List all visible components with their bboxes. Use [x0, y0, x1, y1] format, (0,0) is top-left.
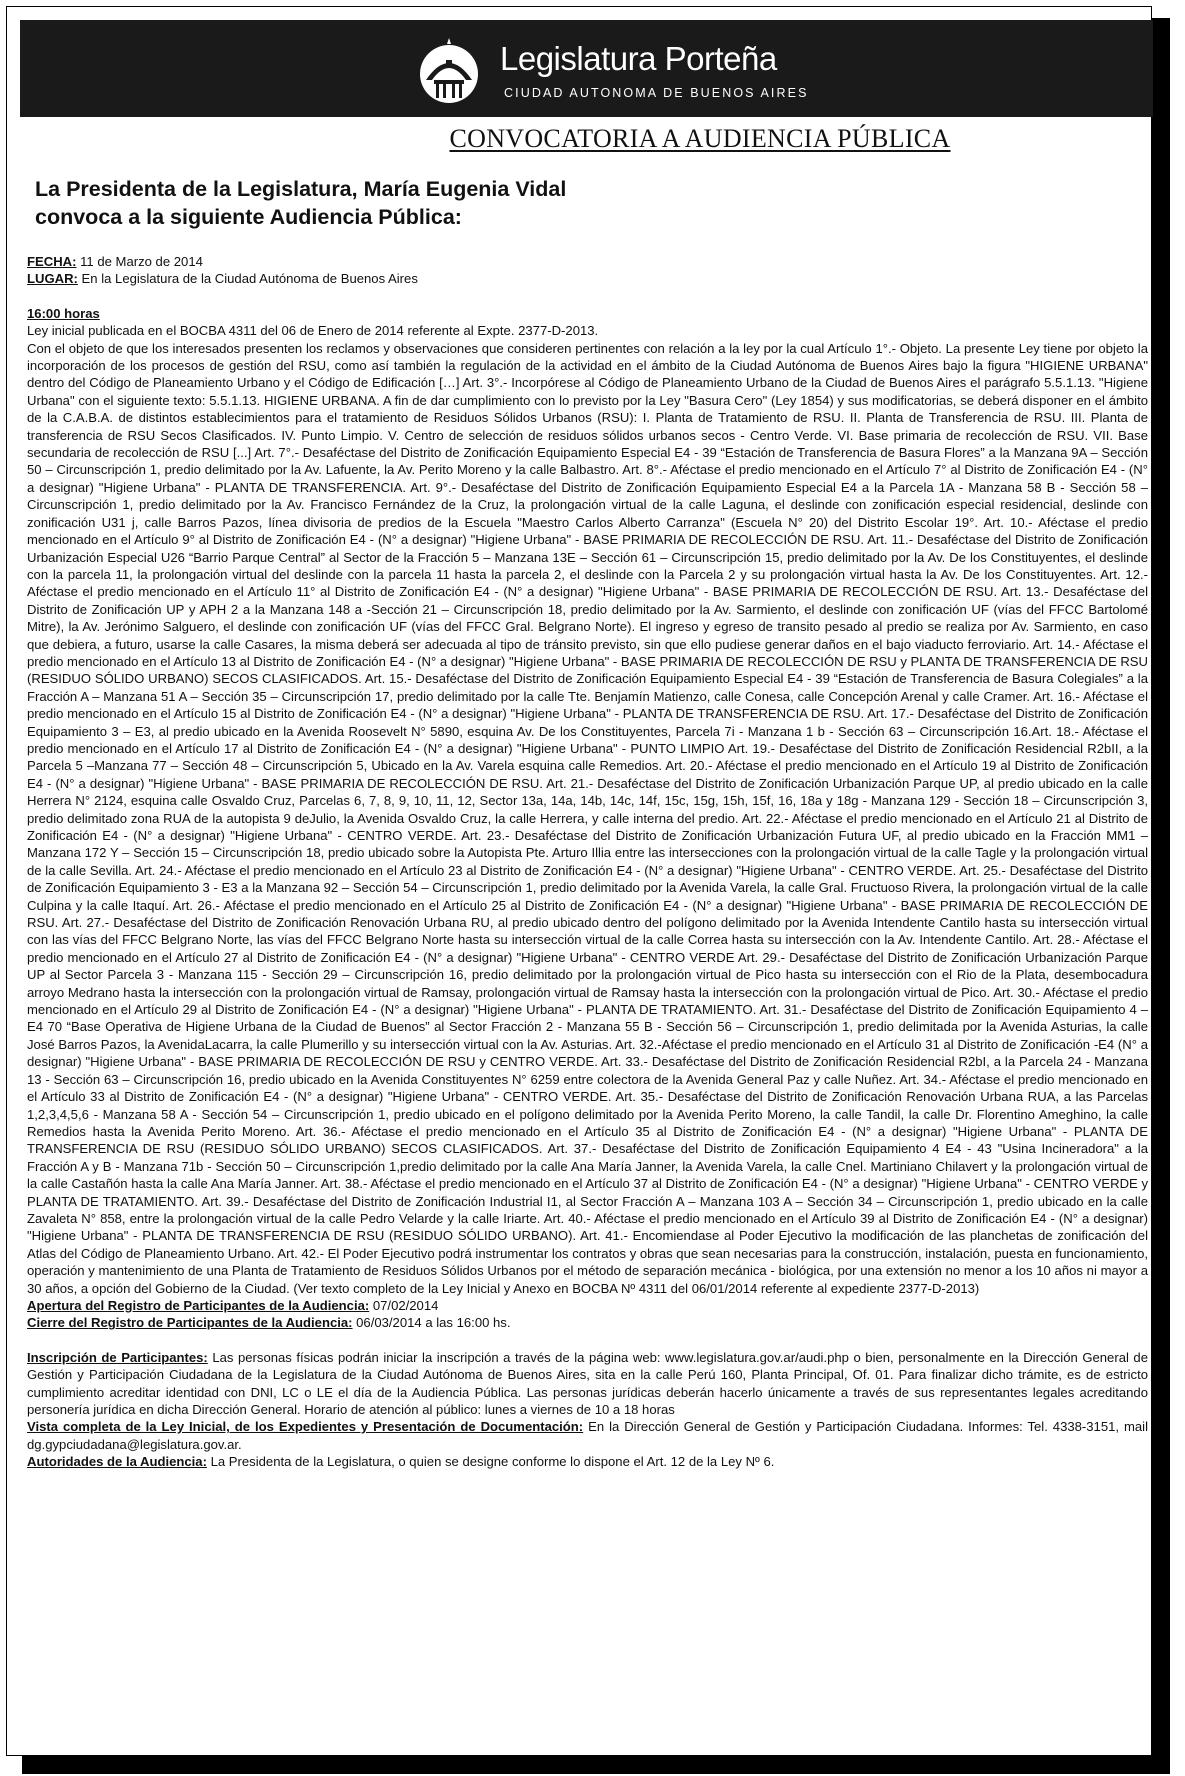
lugar-value: En la Legislatura de la Ciudad Autónoma de Buenos Aires [77, 271, 418, 287]
notice-frame [6, 6, 1152, 1756]
vista-paragraph [27, 1418, 1148, 1453]
vista-text: En la Dirección General de Gestión y Participación Ciudadana. Informes: Tel. 4338-3151, mail dg.gypciudadana@legislatura.gov.ar. [27, 1419, 1149, 1452]
convocation-line-1: La Presidenta de la Legislatura, María Eugenia Vidal [35, 177, 567, 201]
page-title [7, 124, 1153, 154]
autoridades-text: La Presidenta de la Legislatura, o quien se designe conforme lo dispone el Art. 12 de la Ley Nº 6. [206, 1454, 775, 1470]
org-subtitle: CIUDAD AUTONOMA DE BUENOS AIRES [504, 86, 809, 100]
apertura-row [27, 1297, 1148, 1314]
hora-label: 16:00 horas [27, 305, 100, 321]
title-text: CONVOCATORIA A AUDIENCIA PÚBLICA [449, 124, 951, 153]
legislature-dome-logo-icon [418, 36, 480, 106]
page-shadow-bottom [22, 1754, 1168, 1774]
header-banner [20, 20, 1153, 117]
org-name: Legislatura Porteña [500, 40, 777, 77]
inscripcion-paragraph [27, 1349, 1148, 1419]
hora-row [27, 305, 1148, 322]
lugar-row [27, 270, 1148, 287]
autoridades-paragraph [27, 1453, 1148, 1470]
ley-inicial: Ley inicial publicada en el BOCBA 4311 del 06 de Enero de 2014 referente al Expte. 2377-D-2013. [27, 323, 599, 339]
apertura-label: Apertura del Registro de Participantes de la Audiencia: [27, 1297, 370, 1313]
cierre-row [27, 1314, 1148, 1331]
cierre-label: Cierre del Registro de Participantes de la Audiencia: [27, 1315, 353, 1331]
autoridades-label: Autoridades de la Audiencia: [27, 1454, 207, 1470]
law-body-text: Con el objeto de que los interesados presenten los reclamos y observaciones que consideren pertinentes con relación a la ley por la cual Artículo 1°.- Objeto. La presente Ley tiene por objeto la incorporación de los procesos de gestión del RSU, como así también la regulación de la actividad en el ámbito de la Ciudad Autónoma de Buenos Aires bajo la figura "HIGIENE URBANA" dentro del Código de Planeamiento Urbano y el Código de Edificación […] Art. 3°.- Incorpórese al Código de Planeamiento Urbano de la Ciudad de Buenos Aires el parágrafo 5.5.1.13. "Higiene Urbana" con el siguiente texto: 5.5.1.13. HIGIENE URBANA. A fin de dar cumplimiento con lo previsto por la Ley "Basura Cero" (Ley 1854) y sus modificatorias, se deberá disponer en el ámbito de la C.A.B.A. de distintos establecimientos para el tratamiento de Residuos Sólidos Urbanos (RSU): I. Planta de Tratamiento de RSU. II. Planta de Transferencia de RSU. III. Planta de transferencia de RSU Secos Clasificados. IV. Punto Limpio. V. Centro de selección de residuos sólidos urbanos secos - Centro Verde. VI. Base primaria de recolección de RSU. VII. Base secundaria de recolección de RSU [...] Art. 7°.- Desaféctase del Distrito de Zonificación Equipamiento Especial E4 - 39 “Estación de Transferencia de Basura Flores” a la Manzana 9A – Sección 50 – Circunscripción 1, predio delimitado por la Av. Lafuente, la Av. Perito Moreno y la calle Balbastro. Art. 8°.- Aféctase el predio mencionado en el Artículo 7° al Distrito de Zonificación E4 - (N° a designar) "Higiene Urbana" - PLANTA DE TRANSFERENCIA. Art. 9°.- Desaféctase del Distrito de Zonificación Equipamiento Especial E4 a la Parcela 1A - Manzana 58 B - Sección 58 – Circunscripción 1, predio delimitado por la Av. Francisco Fernández de la Cruz, la prolongación virtual de la calle Laguna, el deslinde con zonificación especial residencial, deslinde con zonificación U31 j, calle Barros Pazos, línea divisoria de predios de la Escuela "Maestro Carlos Alberto Carranza" (Escuela N° 20) del Distrito Escolar 19°. Art. 10.- Aféctase el predio mencionado en el Artículo 9° al Distrito de Zonificación E4 - (N° a designar) "Higiene Urbana" - BASE PRIMARIA DE RECOLECCIÓN DE RSU. Art. 11.- Desaféctase del Distrito de Zonificación Urbanización Especial U26 “Barrio Parque Central” al Sector de la Fracción 5 – Manzana 13E – Sección 61 – Circunscripción 15, predio delimitado por la Av. De los Constituyentes, el deslinde con la parcela 11, la prolongación virtual del deslinde con la parcela 11 hasta la parcela 2, el deslinde con la Parcela 2 y su prolongación virtual hasta la Av. De los Constituyentes. Art. 12.- Aféctase el predio mencionado en el Artículo 11° al Distrito de Zonificación E4 - (N° a designar) "Higiene Urbana" - BASE PRIMARIA DE RECOLECCIÓN DE RSU. Art. 13.- Desaféctase del Distrito de Zonificación UP y APH 2 a la Manzana 148 a -Sección 21 – Circunscripción 18, predio delimitado por la Av. Sarmiento, el deslinde con zonificación UF (vías del FFCC Bartolomé Mitre), la Av. Jerónimo Salguero, el deslinde con zonificación UF (vías del FFCC Gral. Belgrano Norte). El ingreso y egreso de transito pesado al predio se realiza por Av. Sarmiento, en caso que debiera, a futuro, usarse la calle Casares, la misma deberá ser adecuada al tipo de tránsito previsto, sin que ello pudiese generar daños en el bajo viaducto ferroviario. Art. 14.- Aféctase el predio mencionado en el Artículo 13 al Distrito de Zonificación E4 - (N° a designar) "Higiene Urbana" - BASE PRIMARIA DE RECOLECCIÓN DE RSU y PLANTA DE TRANSFERENCIA DE RSU (RESIDUO SÓLIDO URBANO) SECOS CLASIFICADOS. Art. 15.- Desaféctase del Distrito de Zonificación Equipamiento Especial E4 - 39 “Estación de Transferencia de Basura Colegiales” a la Fracción A – Manzana 51 A – Sección 35 – Circunscripción 17, predio delimitado por la calle Tte. Benjamín Matienzo, calle Conesa, calle Concepción Arenal y calle Cramer. Art. 16.- Aféctase el predio mencionado en el Artículo 15 al Distrito de Zonificación E4 - (N° a designar) "Higiene Urbana" - PLANTA DE TRANSFERENCIA DE RSU. Art. 17.- Desaféctase del Distrito de Zonificación Equipamiento 3 – E3, al predio ubicado en la Avenida Roosevelt N° 5890, esquina Av. De los Constituyentes, Parcela 7i - Manzana 1 b - Sección 63 – Circunscripción 16.Art. 18.- Aféctase el predio mencionado en el Artículo 17 al Distrito de Zonificación E4 - (N° a designar) "Higiene Urbana" - PUNTO LIMPIO Art. 19.- Desaféctase del Distrito de Zonificación Residencial R2bII, a la Parcela 5 –Manzana 77 – Sección 48 – Circunscripción 5, Ubicado en la Av. Varela esquina calle Remedios. Art. 20.- Aféctase el predio mencionado en el Artículo 19 al Distrito de Zonificación E4 - (N° a designar) "Higiene Urbana" - BASE PRIMARIA DE RECOLECCIÓN DE RSU. Art. 21.- Desaféctase del Distrito de Zonificación Urbanización Parque UP, al predio ubicado en la calle Herrera N° 2124, esquina calle Osvaldo Cruz, Parcelas 6, 7, 8, 9, 10, 11, 12, Sector 13a, 14a, 14b, 14c, 14f, 15c, 15g, 15h, 15f, 16, 18a y 18g - Manzana 129 - Sección 18 – Circunscripción 3, predio delimitado zona RUA de la autopista 9 deJulio, la Avenida Osvaldo Cruz, la calle Herrera, y calle interna del predio. Art. 22.- Aféctase el predio mencionado en el Artículo 21 al Distrito de Zonificación E4 - (N° a designar) "Higiene Urbana" - CENTRO VERDE. Art. 23.- Desaféctase del Distrito de Zonificación Urbanización Futura UF, al predio ubicado en la Fracción MM1 – Manzana 172 Y – Sección 15 – Circunscripción 18, predio ubicado sobre la Autopista Pte. Arturo Illia entre las intersecciones con la prolongación virtual de la calle Tagle y la prolongación virtual de la calle Sevilla. Art. 24.- Aféctase el predio mencionado en el Artículo 23 al Distrito de Zonificación E4 - (N° a designar) "Higiene Urbana" - CENTRO VERDE. Art. 25.- Desaféctase del Distrito de Zonificación Equipamiento 3 - E3 a la Manzana 92 – Sección 54 – Circunscripción 1, predio delimitado por la Avenida Varela, la calle Gral. Fructuoso Rivera, la prolongación virtual de la calle Culpina y la calle Itaquí. Art. 26.- Aféctase el predio mencionado en el Artículo 25 al Distrito de Zonificación E4 - (N° a designar) "Higiene Urbana" - BASE PRIMARIA DE RECOLECCIÓN DE RSU. Art. 27.- Desaféctase del Distrito de Zonificación Renovación Urbana RU, al predio ubicado dentro del polígono delimitado por la Avenida Intendente Cantilo hasta su intersección virtual con las vías del FFCC Belgrano Norte, las vías del FFCC Belgrano Norte hasta su intersección virtual de la calle Correa hasta su intersección con la Av. Intendente Cantilo. Art. 28.- Aféctase el predio mencionado en el Artículo 27 al Distrito de Zonificación E4 - (N° a designar) "Higiene Urbana" - CENTRO VERDE Art. 29.- Desaféctase del Distrito de Zonificación Urbanización Parque UP al Sector Parcela 3 - Manzana 115 - Sección 29 – Circunscripción 16, predio delimitado por la prolongación virtual de Pico hasta su intersección con el Rio de la Plata, desembocadura arroyo Medrano hasta la intersección con la prolongación virtual de Ramsay, prolongación virtual de Ramsay hasta la intersección con la prolongación virtual de Pico. Art. 30.- Aféctase el predio mencionado en el Artículo 29 al Distrito de Zonificación E4 - (N° a designar) "Higiene Urbana" - PLANTA DE TRATAMIENTO. Art. 31.- Desaféctase del Distrito de Zonificación Equipamiento 4 – E4 70 “Base Operativa de Higiene Urbana de la Ciudad de Buenos” al Sector Fracción 2 - Manzana 55 B - Sección 56 – Circunscripción 1, predio delimitada por la Avenida Asturias, la calle José Barros Pazos, la AvenidaLacarra, la calle Plumerillo y su intersección virtual con la Av. Asturias. Art. 32.-Aféctase el predio mencionado en el Artículo 31 al Distrito de Zonificación -E4 (N° a designar) "Higiene Urbana" - BASE PRIMARIA DE RECOLECCIÓN DE RSU y CENTRO VERDE. Art. 33.- Desaféctase del Distrito de Zonificación Residencial R2bI, a la Parcela 24 - Manzana 13 - Sección 63 – Circunscripción 16, predio ubicado en la Avenida Constituyentes N° 6259 entre colectora de la Avenida General Paz y calle Nuñez. Art. 34.- Aféctase el predio mencionado en el Artículo 33 al Distrito de Zonificación E4 - (N° a designar) "Higiene Urbana" - CENTRO VERDE. Art. 35.- Desaféctase del Distrito de Zonificación Renovación Urbana RUA, a las Parcelas 1,2,3,4,5,6 - Manzana 58 A - Sección 54 – Circunscripción 1, predio ubicado en el polígono delimitado por la Avenida Perito Moreno, la calle Tandil, la calle Dr. Florentino Ameghino, la calle Remedios hasta la Avenida Perito Moreno. Art. 36.- Aféctase el predio mencionado en el Artículo 35 al Distrito de Zonificación E4 - (N° a designar) "Higiene Urbana" - PLANTA DE TRANSFERENCIA DE RSU (RESIDUO SÓLIDO URBANO) SECOS CLASIFICADOS. Art. 37.- Desaféctase del Distrito de Zonificación Equipamiento 4 E4 - 43 "Usina Incineradora" a la Fracción A y B - Manzana 71b - Sección 50 – Circunscripción 1,predio delimitado por la calle Ana María Janner, la Avenida Varela, la calle Cnel. Martiniano Chilavert y la prolongación virtual de la calle Castañón hasta la calle Ana María Janner. Art. 38.- Aféctase el predio mencionado en el Artículo 37 al Distrito de Zonificación E4 - (N° a designar) "Higiene Urbana" - CENTRO VERDE y PLANTA DE TRATAMIENTO. Art. 39.- Desaféctase del Distrito de Zonificación Industrial I1, al Sector Fracción A – Manzana 103 A – Sección 34 – Circunscripción 1, predio ubicado en la calle Zavaleta N° 858, entre la prolongación virtual de la calle Pedro Velarde y la calle Iriarte. Art. 40.- Aféctase el predio mencionado en el Artículo 39 al Distrito de Zonificación E4 - (N° a designar) "Higiene Urbana" - PLANTA DE TRANSFERENCIA DE RSU (RESIDUO SÓLIDO URBANO). Art. 41.- Encomiendase al Poder Ejecutivo la modificación de las planchetas de zonificación del Atlas del Código de Planeamiento Urbano. Art. 42.- El Poder Ejecutivo podrá instrumentar los contratos y obras que sean necesarias para la construcción, instalación, puesta en funcionamiento, operación y mantenimiento de una Planta de Tratamiento de Residuos Sólidos Urbanos por el método de separación mecánica - biológica, por una extensión no menor a los 10 años ni mayor a 30 años, a opción del Gobierno de la Ciudad. (Ver texto completo de la Ley Inicial y Anexo en BOCBA Nº 4311 del 06/01/2014 referente al expediente 2377-D-2013) [27, 340, 1148, 1296]
fecha-row [27, 253, 1148, 270]
fecha-label: FECHA: [27, 254, 77, 269]
convocation-heading [35, 175, 755, 231]
cierre-value: 06/03/2014 a las 16:00 hs. [352, 1315, 511, 1331]
fecha-value: 11 de Marzo de 2014 [76, 254, 203, 269]
inscripcion-label: Inscripción de Participantes: [27, 1349, 208, 1365]
convocation-line-2: convoca a la siguiente Audiencia Pública: [35, 205, 462, 229]
vista-label: Vista completa de la Ley Inicial, de los Expedientes y Presentación de Documentación: [27, 1419, 584, 1435]
notice-content [27, 253, 1148, 1471]
apertura-value: 07/02/2014 [369, 1297, 439, 1313]
lugar-label: LUGAR: [27, 271, 78, 287]
page-shadow-right [1152, 18, 1170, 1774]
inscripcion-text: Las personas físicas podrán iniciar la inscripción a través de la página web: www.legislatura.gov.ar/audi.php o bien, personalmente en la Dirección General de Gestión y Participación Ciudadana de la Legislatura de la Ciudad Autónoma de Buenos Aires, sita en la calle Perú 160, Planta Principal, Of. 01. Para finalizar dicho trámite, es de estricto cumplimiento acreditar identidad con DNI, LC o LE el día de la Audiencia Pública. Las personas jurídicas deberán hacerlo únicamente a través de sus representantes legales acreditando personería jurídica en dicha Dirección General. Horario de atención al público: lunes a viernes de 10 a 18 horas [27, 1349, 1148, 1417]
